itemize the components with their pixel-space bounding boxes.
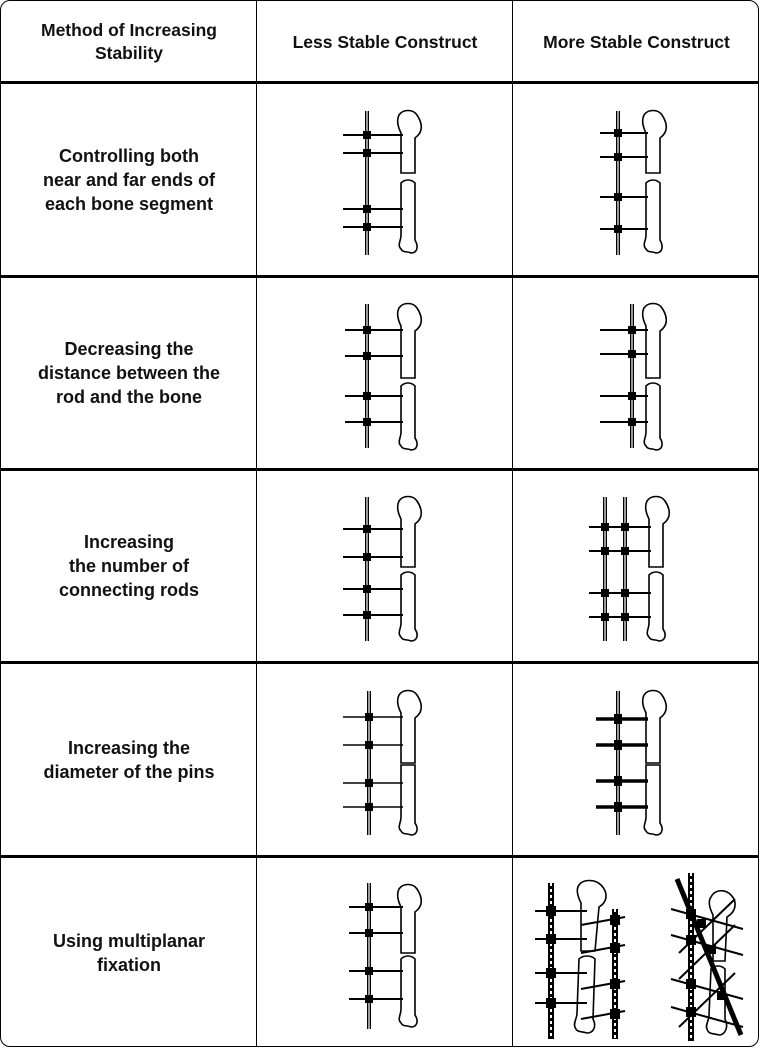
- row-label-multiplanar: Using multiplanar fixation: [52, 931, 205, 975]
- fixator-illustration-r5-more: [521, 869, 757, 1045]
- pin-icon: [343, 611, 403, 619]
- pin-icon: [600, 392, 648, 400]
- pin-icon: [600, 418, 648, 426]
- pin-icon: [343, 205, 403, 213]
- pin-icon: [349, 967, 403, 975]
- pin-icon: [600, 129, 648, 137]
- pin-icon: [343, 525, 403, 533]
- fixator-illustration-r4-more: [586, 685, 696, 840]
- bone-icon: [646, 497, 670, 642]
- pin-icon: [349, 903, 403, 911]
- row-label-rod-distance: Decreasing the distance between the rod and the bone: [37, 339, 221, 407]
- fixator-illustration-r1-more: [586, 105, 696, 260]
- fixator-illustration-r5-less: [331, 879, 441, 1034]
- pin-icon: [345, 418, 403, 426]
- pin-icon: [600, 193, 648, 201]
- bone-icon: [398, 885, 422, 1028]
- column-divider: [512, 1, 513, 1047]
- bone-icon: [643, 691, 667, 836]
- pin-icon: [589, 523, 651, 531]
- pin-icon: [343, 779, 403, 787]
- pin-icon: [600, 350, 648, 358]
- pin-icon: [600, 326, 648, 334]
- bone-icon: [643, 304, 667, 451]
- row-label-pin-diameter: Increasing the diameter of the pins: [43, 737, 215, 782]
- fixator-illustration-r2-less: [331, 298, 441, 453]
- pin-icon: [343, 223, 403, 231]
- bone-icon: [398, 691, 422, 836]
- pin-icon: [596, 776, 648, 786]
- pin-icon: [589, 589, 651, 597]
- fixator-illustration-r3-more: [581, 491, 696, 646]
- pin-icon: [343, 585, 403, 593]
- pin-icon: [349, 929, 403, 937]
- pin-icon: [589, 613, 651, 621]
- pin-icon: [600, 153, 648, 161]
- header-more-stable: More Stable Construct: [543, 31, 730, 52]
- pin-icon: [343, 149, 403, 157]
- bone-icon: [574, 881, 606, 1034]
- fixator-illustration-r3-less: [331, 491, 441, 646]
- pin-icon: [343, 131, 403, 139]
- pin-icon: [343, 803, 403, 811]
- pin-icon: [345, 392, 403, 400]
- bone-icon: [398, 497, 422, 642]
- pin-icon: [345, 352, 403, 360]
- pin-icon: [596, 714, 648, 724]
- bone-icon: [398, 111, 422, 254]
- fixator-illustration-r1-less: [331, 105, 441, 260]
- pin-icon: [589, 547, 651, 555]
- bone-icon: [398, 304, 422, 451]
- pin-icon: [343, 713, 403, 721]
- pin-icon: [345, 326, 403, 334]
- fixator-illustration-r4-less: [331, 685, 441, 840]
- row-label-near-far-ends: Controlling both near and far ends of each bone segment: [42, 145, 216, 214]
- bone-icon: [643, 111, 667, 254]
- pin-icon: [596, 740, 648, 750]
- fixator-illustration-r2-more: [586, 298, 696, 453]
- pin-icon: [349, 995, 403, 1003]
- header-less-stable: Less Stable Construct: [292, 31, 478, 52]
- pin-icon: [596, 802, 648, 812]
- pin-icon: [600, 225, 648, 233]
- header-method: Method of Increasing Stability: [41, 20, 217, 63]
- pin-icon: [343, 553, 403, 561]
- row-label-connecting-rods: Increasing the number of connecting rods: [58, 532, 199, 600]
- pin-icon: [343, 741, 403, 749]
